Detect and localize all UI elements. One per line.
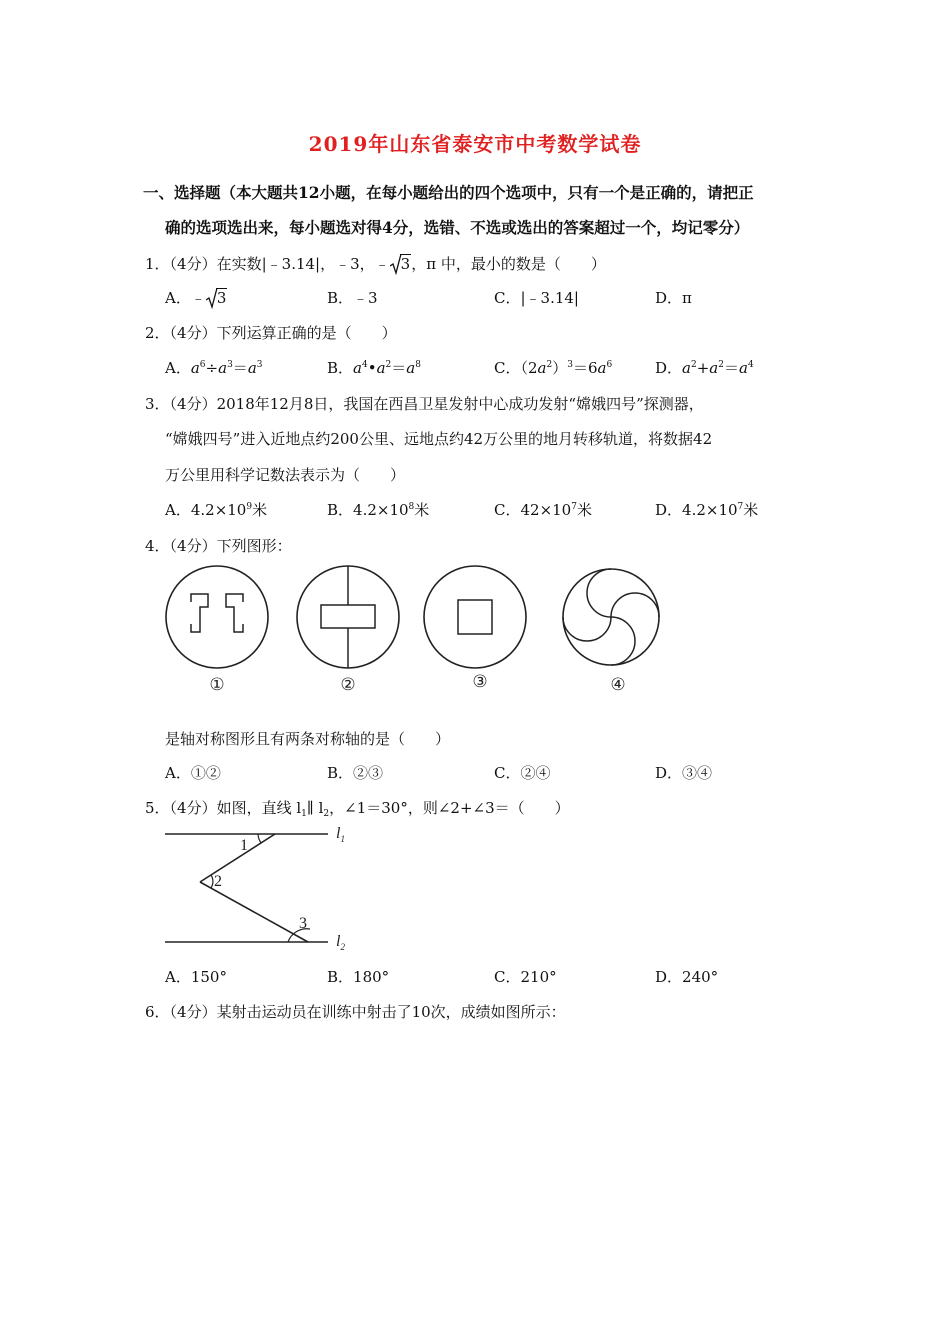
- option-a[interactable]: [165, 287, 227, 308]
- exponent: 7: [737, 502, 744, 512]
- question-2: [145, 322, 397, 343]
- option-label: D．: [655, 359, 683, 377]
- option-text: A．4.2×10: [165, 501, 247, 519]
- option-b[interactable]: [327, 357, 421, 378]
- subscript: 2: [323, 809, 330, 819]
- option-d[interactable]: D．π: [655, 289, 692, 307]
- question-stem-line1: （4分）2018年12月8日，我国在西昌卫星发射中心成功发射“嫦娥四号”探测器，: [169, 395, 704, 413]
- option-label: A．: [165, 359, 191, 377]
- option-a[interactable]: [165, 357, 263, 378]
- option-text: B．4.2×10: [327, 501, 409, 519]
- q5-figure: [160, 822, 360, 952]
- section-instructions-line1: 一、选择题（本大题共12小题，在每小题给出的四个选项中，只有一个是正确的，请把正: [143, 183, 754, 202]
- radicand: 3: [400, 255, 411, 273]
- unit: 米: [743, 501, 759, 519]
- math-expression: $a^2+a^2=a^4$: [682, 359, 754, 377]
- sqrt-expression: [390, 255, 412, 273]
- option-b[interactable]: [327, 499, 429, 520]
- angle-3-label: 3: [299, 915, 307, 932]
- question-number: 5．: [145, 799, 170, 817]
- option-c[interactable]: C．②④: [494, 764, 551, 782]
- question-stem: （4分）某射击运动员在训练中射击了10次，成绩如图所示：: [169, 1003, 566, 1021]
- question-stem: （4分）如图，直线 l: [169, 799, 302, 817]
- option-text: C．42×10: [494, 501, 572, 519]
- option-c[interactable]: C．210°: [494, 968, 557, 986]
- question-stem: （4分）在实数|﹣3.14|，﹣3，﹣: [169, 255, 390, 273]
- math-expression: $(2a^2)^3=6a^6$: [520, 359, 613, 377]
- question-number: 3．: [145, 395, 170, 413]
- line-l2-label: $l_2$: [336, 933, 345, 952]
- angle-1-label: 1: [240, 837, 248, 854]
- question-4-prompt: 是轴对称图形且有两条对称轴的是（ ）: [165, 730, 451, 748]
- figure-label-1: ①: [209, 675, 225, 694]
- option-d[interactable]: D．240°: [655, 968, 719, 986]
- question-1: [145, 253, 606, 274]
- subscript: 1: [301, 809, 307, 819]
- option-label: A．﹣: [165, 289, 206, 307]
- option-c[interactable]: [494, 357, 612, 378]
- question-stem: （4分）下列图形：: [169, 537, 292, 555]
- option-c[interactable]: C．|﹣3.14|: [494, 289, 579, 307]
- question-stem: ，∠1＝30°，则∠2+∠3＝（ ）: [329, 799, 570, 817]
- unit: 米: [576, 501, 592, 519]
- option-b[interactable]: B．②③: [327, 764, 384, 782]
- figure-1: [166, 566, 268, 668]
- option-label: B．: [327, 359, 354, 377]
- question-stem-line3: 万公里用科学记数法表示为（ ）: [165, 466, 406, 484]
- question-stem-tail: ，π 中，最小的数是（ ）: [411, 255, 606, 273]
- figure-label-4: ④: [610, 675, 626, 694]
- radicand: 3: [216, 289, 227, 307]
- line-l1-label: $l_1$: [336, 825, 345, 844]
- angle-2-label: 2: [214, 873, 222, 890]
- question-6: [145, 1001, 566, 1022]
- option-label: C．: [494, 359, 521, 377]
- option-text: D．4.2×10: [655, 501, 738, 519]
- q4-figures: [155, 562, 675, 702]
- figure-4: [563, 569, 659, 665]
- exponent: 7: [571, 502, 577, 512]
- option-d[interactable]: D．③④: [655, 764, 713, 782]
- unit: 米: [252, 501, 268, 519]
- question-number: 4．: [145, 537, 170, 555]
- option-d[interactable]: [655, 499, 758, 520]
- option-c[interactable]: [494, 499, 592, 520]
- question-number: 2．: [145, 324, 170, 342]
- math-expression: $a^6\div a^3=a^3$: [190, 359, 263, 377]
- exponent: 9: [246, 502, 253, 512]
- question-4: [145, 535, 292, 556]
- exponent: 8: [408, 502, 415, 512]
- option-a[interactable]: A．①②: [165, 764, 221, 782]
- figure-2: [297, 566, 399, 668]
- option-a[interactable]: [165, 499, 267, 520]
- math-expression: $a^4•a^2=a^8$: [353, 359, 421, 377]
- figure-label-2: ②: [340, 675, 356, 694]
- option-b[interactable]: B．﹣3: [327, 289, 378, 307]
- question-stem: ∥ l: [306, 799, 324, 817]
- question-3: [145, 393, 704, 414]
- question-stem-line2: “嫦娥四号”进入近地点约200公里、远地点约42万公里的地月转移轨道，将数据42: [165, 430, 713, 448]
- figure-3: [424, 566, 526, 668]
- option-b[interactable]: B．180°: [327, 968, 390, 986]
- figure-label-3: ③: [472, 672, 488, 691]
- sqrt-expression: [206, 289, 228, 307]
- question-5: [145, 797, 570, 818]
- page-title: 2019年山东省泰安市中考数学试卷: [308, 132, 642, 156]
- option-d[interactable]: [655, 357, 754, 378]
- question-stem: （4分）下列运算正确的是（ ）: [169, 324, 397, 342]
- section-instructions-line2: 确的选项选出来，每小题选对得4分，选错、不选或选出的答案超过一个，均记零分）: [165, 218, 750, 237]
- unit: 米: [414, 501, 430, 519]
- option-a[interactable]: A．150°: [165, 968, 227, 986]
- question-number: 1．: [145, 255, 170, 273]
- question-number: 6．: [145, 1003, 170, 1021]
